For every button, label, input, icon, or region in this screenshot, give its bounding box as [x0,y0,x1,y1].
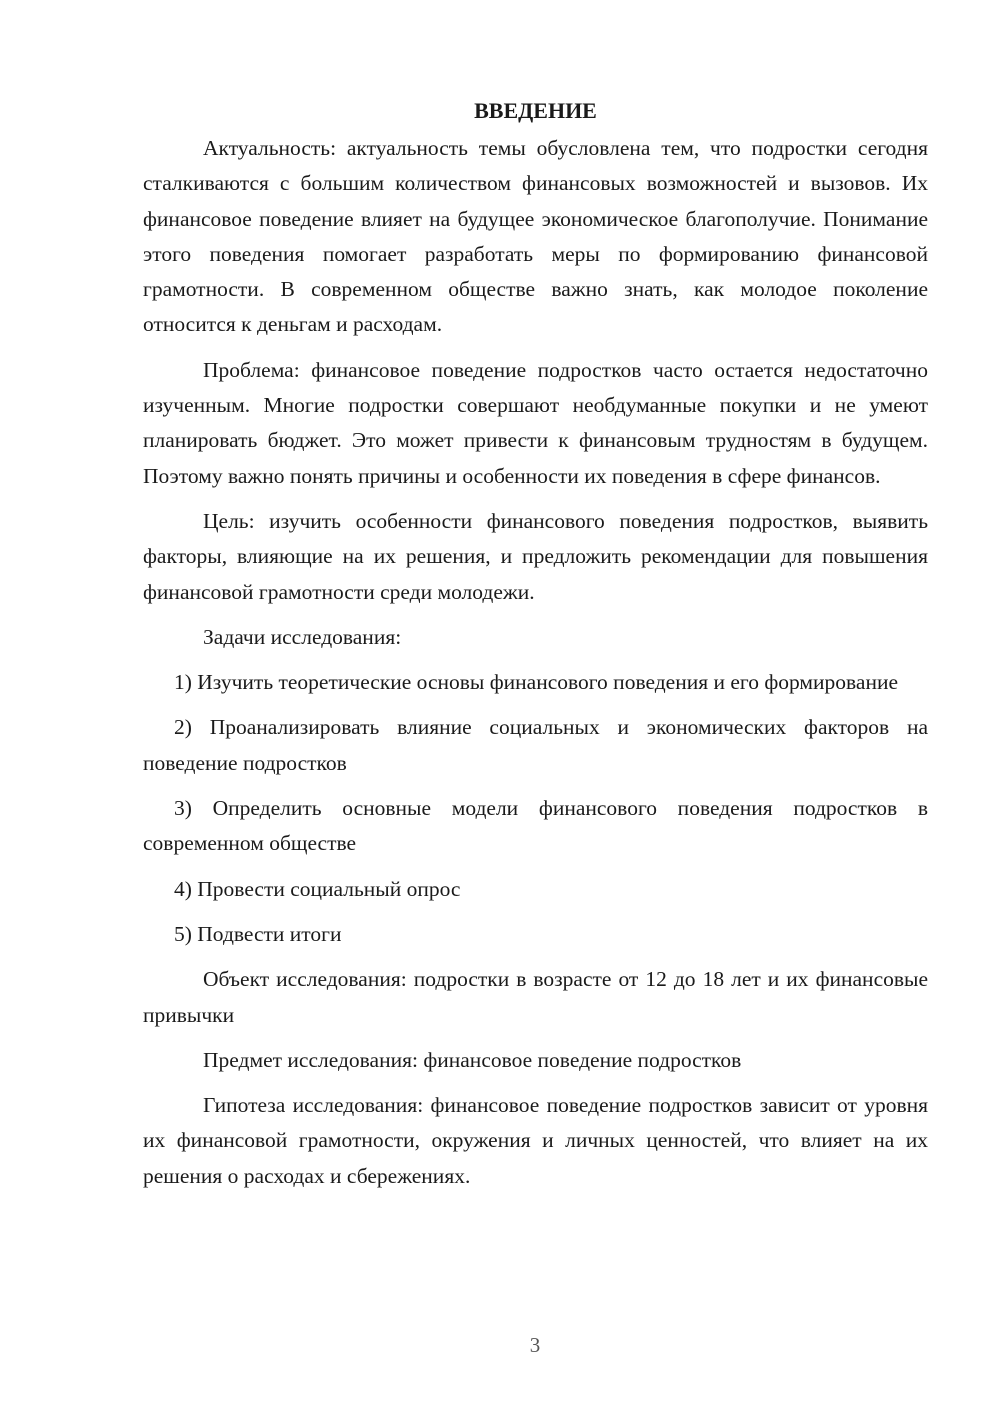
task-item-5: 5) Подвести итоги [174,921,342,946]
subject-paragraph: Предмет исследования: финансовое поведение подростков [203,1047,742,1072]
goal-paragraph: Цель: изучить особенности финансового поведения подростков, выявить факторы, влияющие на их решения, и предложить рекомендации для повышения финансовой грамотности среди молодежи. [143,508,928,604]
document-page [143,96,928,1204]
task-item-2: 2) Проанализировать влияние социальных и экономических факторов на поведение подростков [143,715,928,775]
section-heading: ВВЕДЕНИЕ [474,98,597,123]
page-number: 3 [529,1333,541,1357]
task-item-4: 4) Провести социальный опрос [174,876,461,901]
object-paragraph: Объект исследования: подростки в возрасте от 12 до 18 лет и их финансовые привычки [143,967,928,1027]
relevance-paragraph: Актуальность: актуальность темы обусловлена тем, что подростки сегодня сталкиваются с большим количеством финансовых возможностей и вызовов. Их финансовое поведение влияет на будущее экономическое благополучие. Понимание этого поведения помогает разработать меры по формированию финансовой грамотности. В современном обществе важно знать, как молодое поколение относится к деньгам и расходам. [143,136,928,337]
problem-paragraph: Проблема: финансовое поведение подростков часто остается недостаточно изученным. Многие подростки совершают необдуманные покупки и не умеют планировать бюджет. Это может привести к финансовым трудностям в будущем. Поэтому важно понять причины и особенности их поведения в сфере финансов. [143,357,928,488]
task-item-3: 3) Определить основные модели финансового поведения подростков в современном обществе [143,796,928,856]
hypothesis-paragraph: Гипотеза исследования: финансовое поведение подростков зависит от уровня их финансовой грамотности, окружения и личных ценностей, что влияет на их решения о расходах и сбережениях. [143,1093,928,1188]
tasks-title: Задачи исследования: [203,624,402,649]
task-item-1: 1) Изучить теоретические основы финансового поведения и его формирование [174,670,898,695]
